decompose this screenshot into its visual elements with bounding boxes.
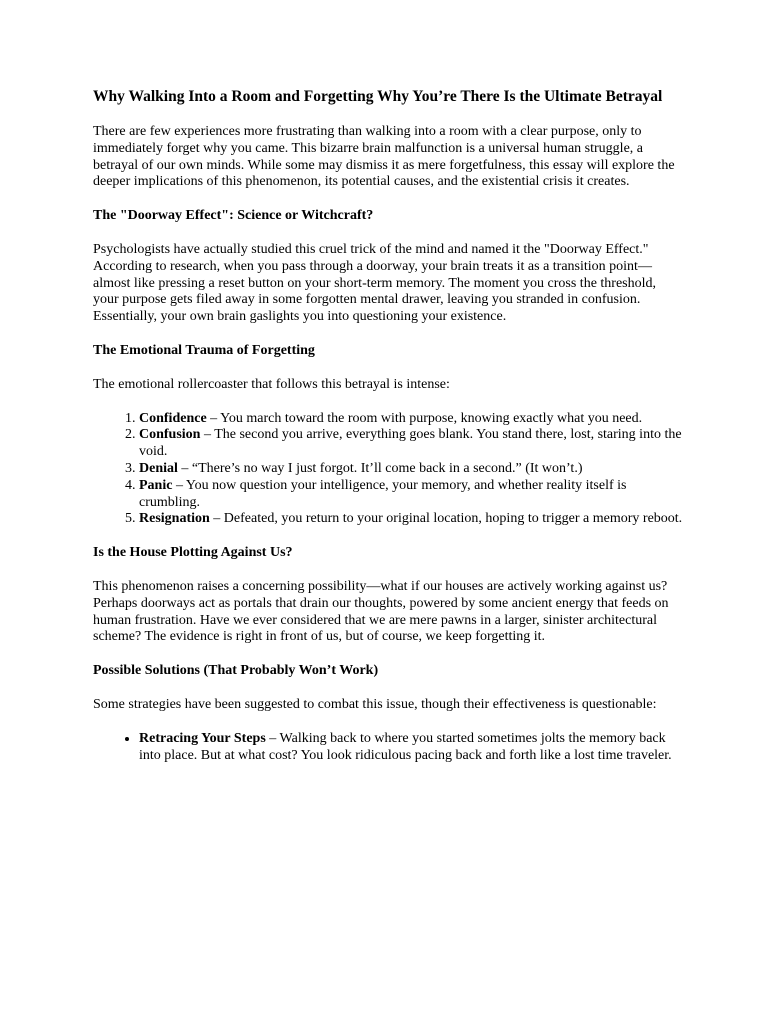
section-heading-emotional-trauma: The Emotional Trauma of Forgetting — [93, 342, 315, 358]
list-item-text: – The second you arrive, everything goes blank. You stand there, lost, staring into the void. — [139, 427, 682, 460]
section-heading-house-plotting: Is the House Plotting Against Us? — [93, 545, 293, 561]
list-item-text: – “There’s no way I just forgot. It’ll come back in a second.” (It won’t.) — [177, 460, 583, 476]
list-item — [139, 427, 683, 461]
section-body-emotional-trauma: The emotional rollercoaster that follows this betrayal is intense: — [93, 376, 450, 392]
list-item-term: Confidence — [139, 410, 207, 426]
list-item-term: Retracing Your Steps — [139, 730, 266, 746]
emotional-stages-list — [93, 411, 683, 529]
list-item-text: – You march toward the room with purpose, knowing exactly what you need. — [206, 410, 643, 426]
section-body-doorway-effect: Psychologists have actually studied this cruel trick of the mind and named it the "Doorway Effect." According to research, when you pass through a doorway, your brain treats it as a transition point—almost like pressing a reset button on your short-term memory. The moment you cross the threshold, your purpose gets filed away in some forgotten mental drawer, leaving you stranded in confusion. Essentially, your own brain gaslights you into questioning your existence. — [93, 241, 657, 325]
list-item-term: Panic — [139, 477, 173, 493]
list-item-text: – Defeated, you return to your original location, hoping to trigger a memory reboot. — [209, 511, 683, 527]
list-item-text: – You now question your intelligence, your memory, and whether reality itself is crumbling. — [139, 477, 627, 510]
intro-paragraph: There are few experiences more frustrating than walking into a room with a clear purpose, only to immediately forget why you came. This bizarre brain malfunction is a universal human struggle, a betrayal of our own minds. While some may dismiss it as mere forgetfulness, this essay will explore the deeper implications of this phenomenon, its potential causes, and the existential crisis it creates. — [93, 124, 675, 190]
list-item-term: Confusion — [139, 427, 201, 443]
document-page — [93, 88, 683, 781]
section-body-possible-solutions: Some strategies have been suggested to combat this issue, though their effectiveness is questionable: — [93, 696, 657, 712]
section-heading-possible-solutions: Possible Solutions (That Probably Won’t Work) — [93, 663, 379, 679]
section-heading-doorway-effect: The "Doorway Effect": Science or Witchcraft? — [93, 208, 374, 224]
list-item-term: Resignation — [139, 511, 210, 527]
list-item — [139, 511, 683, 528]
list-item — [139, 731, 683, 765]
list-item — [139, 478, 683, 512]
section-body-house-plotting: This phenomenon raises a concerning possibility—what if our houses are actively working against us? Perhaps doorways act as portals that drain our thoughts, powered by some ancient energy that feeds on human frustration. Have we ever considered that we are mere pawns in a larger, sinister architectural scheme? The evidence is right in front of us, but of course, we keep forgetting it. — [93, 578, 669, 645]
list-item-text: – Walking back to where you started sometimes jolts the memory back into place. But at what cost? You look ridiculous pacing back and forth like a lost time traveler. — [139, 730, 672, 763]
list-item-term: Denial — [139, 460, 178, 476]
list-item — [139, 461, 683, 478]
list-item — [139, 411, 683, 428]
document-title: Why Walking Into a Room and Forgetting Why You’re There Is the Ultimate Betrayal — [93, 88, 663, 105]
solutions-list — [93, 731, 683, 765]
